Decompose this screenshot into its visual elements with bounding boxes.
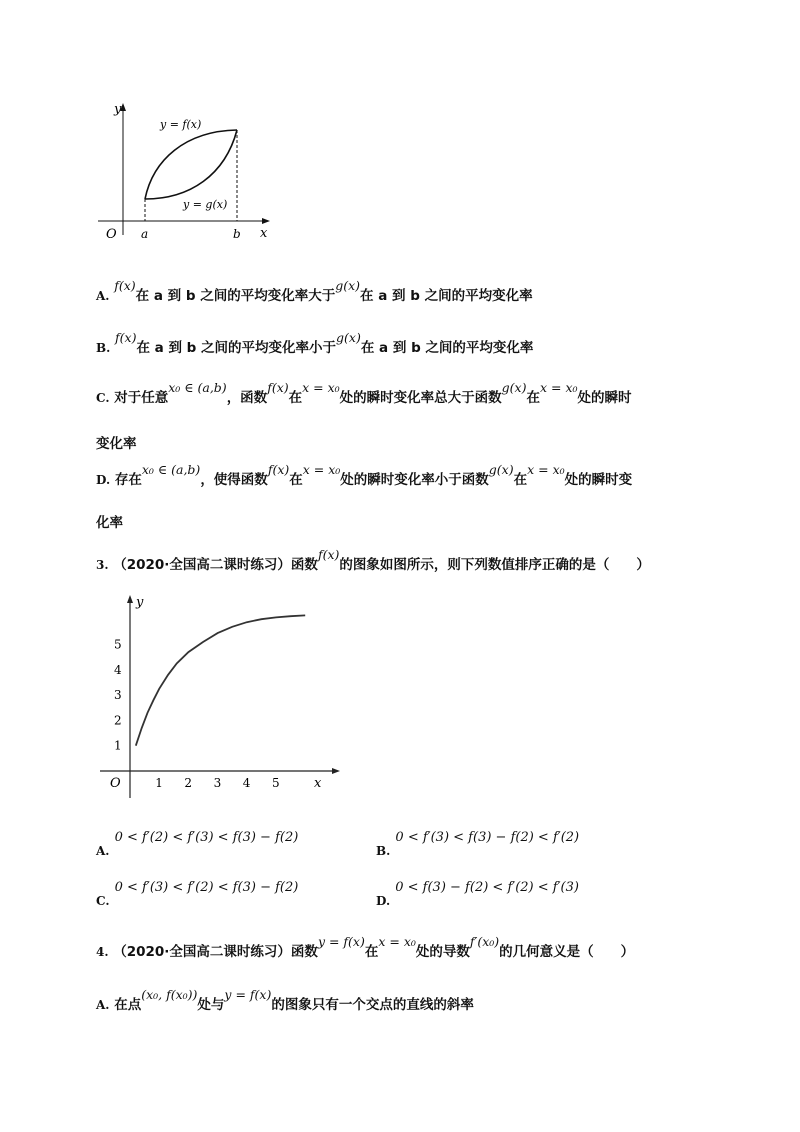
q2-option-a[interactable] [96,278,533,304]
math-g: g(x) [501,380,527,395]
math-x-eq-x0: x = x₀ [539,380,578,395]
option-text: 在 [289,472,303,488]
question-source: （2020·全国高二课时练习）函数 [113,557,318,573]
option-text: 处的瞬时 [577,390,632,406]
option-expression: 0 < f′(3) < f′(2) < f(3) − f(2) [114,880,299,895]
math-g: g(x) [336,330,361,345]
q2-option-d-continued: 化率 [96,515,123,531]
question-4-stem [96,934,635,960]
option-label: A. [96,289,110,303]
math-derivative: f′(x₀) [469,934,500,949]
math-y-eq-fx: y = f(x) [224,987,272,1002]
q2-option-c[interactable] [96,380,632,406]
option-text: ，使得函数 [200,472,268,488]
origin-label: O [106,227,117,242]
y-tick-label: 4 [114,662,122,677]
option-text: 在 [513,472,528,488]
figure-f-g-curves [90,95,290,245]
math-f: f(x) [267,380,289,395]
option-expression: 0 < f′(3) < f(3) − f(2) < f′(2) [395,830,580,845]
option-label: D. [376,894,391,908]
math-x-eq-x0: x = x₀ [378,934,416,949]
option-text: 处的瞬时变化率总大于函数 [339,390,502,406]
y-tick-label: 5 [114,637,122,652]
chart-y-axis-arrow [127,595,133,603]
option-label: B. [96,341,111,355]
math-x-eq-x0: x = x₀ [302,380,340,395]
math-y-eq-fx: y = f(x) [317,934,365,949]
question-text: 的图象如图所示，则下列数值排序正确的是（ ） [339,557,650,573]
math-x-eq-x0: x = x₀ [527,462,565,477]
math-x-eq-x0: x = x₀ [302,462,341,477]
option-text: 的图象只有一个交点的直线的斜率 [271,997,474,1013]
x-tick-label: 1 [155,776,163,790]
q3-option-d[interactable] [376,876,579,908]
math-x0-interval: x₀ ∈ (a,b) [168,380,227,395]
math-f: f(x) [114,278,136,293]
math-g: g(x) [488,462,514,477]
q3-option-b[interactable] [376,826,580,858]
curve-f-label: y = f(x) [160,118,202,131]
x-tick-label: 3 [213,776,222,790]
question-number: 4. [96,945,109,959]
option-text: 在 [288,390,303,406]
x-tick-label: 5 [272,776,280,790]
chart-x-label: x [314,776,322,791]
option-expression: 0 < f(3) − f(2) < f′(2) < f′(3) [395,880,579,895]
question-source: （2020·全国高二课时练习）函数 [113,944,318,960]
y-tick-label: 1 [114,738,122,753]
option-label: B. [376,844,391,858]
option-label: C. [96,894,110,908]
option-text: 在 a 到 b 之间的平均变化率 [360,288,533,304]
option-label: C. [96,391,110,405]
option-text: 处的瞬时变 [564,472,633,488]
math-f: f(x) [115,330,137,345]
question-text: 处的导数 [415,944,470,960]
q2-option-d[interactable] [96,462,633,488]
function-graph-chart [92,592,348,806]
q3-option-a[interactable] [96,826,299,858]
math-f: f(x) [317,547,340,562]
chart-x-axis-arrow [332,768,340,774]
option-text: ，函数 [226,390,268,406]
curve-g-label: y = g(x) [183,198,228,211]
question-number: 3. [96,558,109,572]
q3-option-c[interactable] [96,876,299,908]
option-text: 处与 [197,997,225,1013]
option-expression: 0 < f′(2) < f′(3) < f(3) − f(2) [114,830,299,845]
x-tick-label: 4 [242,776,251,790]
option-text: 对于任意 [114,390,169,406]
y-tick-label: 3 [114,688,122,703]
y-axis-label: y [114,102,122,117]
chart-origin-label: O [110,776,121,791]
y-tick-label: 2 [114,713,122,728]
x-axis-label: x [260,226,268,241]
q4-option-a[interactable] [96,987,474,1013]
option-text: 在 a 到 b 之间的平均变化率 [360,340,534,356]
question-text: 的几何意义是（ ） [499,944,635,960]
chart-series-line-f [136,615,305,745]
option-text: 在点 [114,997,142,1013]
tick-b-label: b [233,227,241,241]
x-axis-arrow [262,218,270,224]
q2-option-b[interactable] [96,330,534,356]
option-text: 存在 [114,472,142,488]
tick-a-label: a [141,227,149,241]
option-text: 在 a 到 b 之间的平均变化率大于 [135,288,336,304]
chart-y-label: y [136,595,144,610]
question-text: 在 [364,944,379,960]
math-point: (x₀, f(x₀)) [141,987,198,1002]
option-label: A. [96,844,110,858]
option-label: D. [96,473,111,487]
math-x0-interval: x₀ ∈ (a,b) [141,462,201,477]
option-text: 在 [526,390,540,406]
option-text: 在 a 到 b 之间的平均变化率小于 [136,340,337,356]
math-g: g(x) [335,278,361,293]
question-3-stem [96,547,650,573]
q2-option-c-continued: 变化率 [96,436,137,452]
x-tick-label: 2 [184,776,193,790]
option-text: 处的瞬时变化率小于函数 [340,472,489,488]
option-label: A. [96,998,110,1012]
math-f: f(x) [267,462,290,477]
